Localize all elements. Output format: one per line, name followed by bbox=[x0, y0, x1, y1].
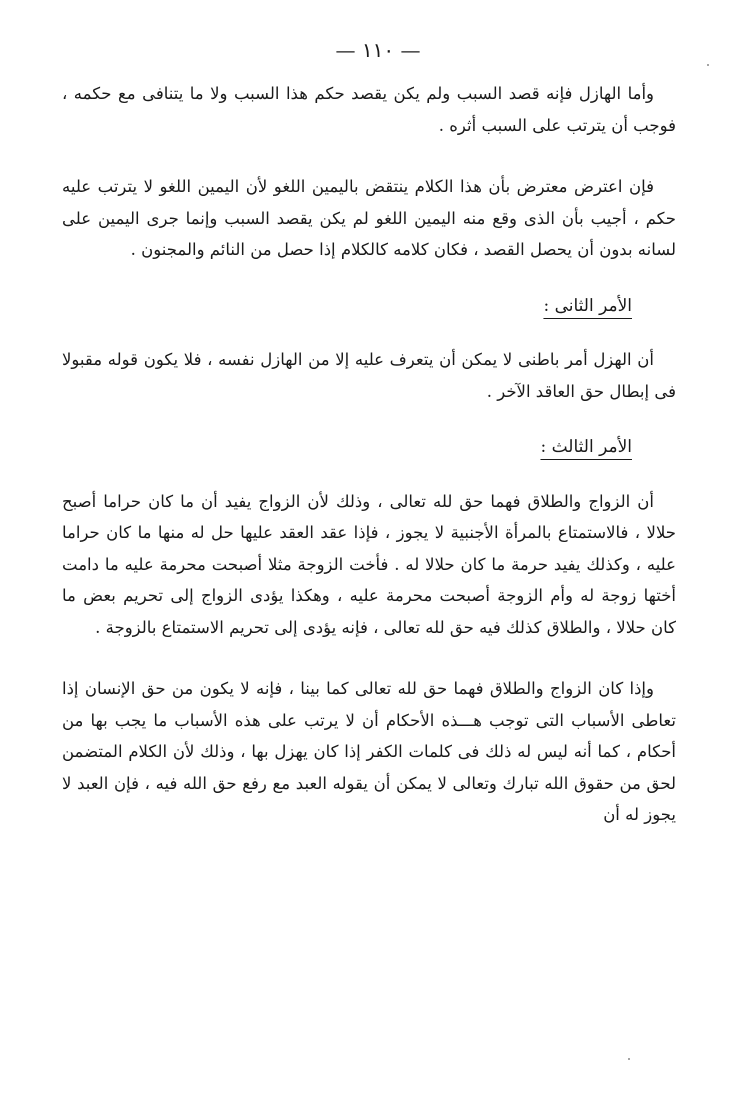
paragraph-marriage-divorce-right-of-god: أن الزواج والطلاق فهما حق لله تعالى ، وذلك لأن الزواج يفيد أن ما كان حراما أصبح حلالا ، فالاستمتاع بالمرأة الأجنبية لا يجوز ، فإذا عقد العقد عليها حل له منها ما كان حراما عليه ، وكذلك يفيد حرمة ما كان حلالا له . فأخت الزوجة مثلا أصبحت محرمة عليه ما دامت أختها زوجة له وأم الزوجة أصبحت محرمة عليه ، وهكذا يؤدى الزواج إلى تحريم بعض ما كان حلالا ، والطلاق كذلك فيه حق لله تعالى ، فإنه يؤدى إلى تحريم الاستمتاع بالزوجة . bbox=[62, 491, 676, 637]
spacer bbox=[62, 643, 676, 673]
paragraph-human-no-right: وإذا كان الزواج والطلاق فهما حق لله تعالى كما بينا ، فإنه لا يكون من حق الإنسان إذا تعاطى الأسباب التى توجب هـــذه الأحكام أن لا يرتب على هذه الأسباب ما يجب بها من أحكام ، كما أنه ليس له ذلك فى كلمات الكفر إذا كان يهزل بها ، وذلك لأن الكلام المتضمن لحق من حقوق الله تبارك وتعالى لا يمكن أن يقوله العبد مع رفع حق الله فيه ، فإن العبد لا يجوز له أن bbox=[62, 679, 676, 824]
scan-speck bbox=[628, 1058, 630, 1060]
spacer bbox=[62, 407, 676, 431]
paragraph-jester-intent: وأما الهازل فإنه قصد السبب ولم يكن يقصد حكم هذا السبب ولا ما يتنافى مع حكمه ، فوجب أن يترتب على السبب أثره . bbox=[62, 84, 676, 135]
scan-speck bbox=[707, 64, 709, 66]
heading-wrap-third bbox=[62, 431, 676, 464]
paragraph-vain-oath-objection: فإن اعترض معترض بأن هذا الكلام ينتقض باليمين اللغو لأن اليمين اللغو لا يترتب عليه حكم ، أجيب بأن الذى وقع منه اليمين اللغو لم يكن يقصد السبب وإنما جرى اليمين على لسانه بدون أن يحصل القصد ، فكان كلامه كالكلام إذا حصل من النائم والمجنون . bbox=[62, 177, 676, 259]
section-heading-second-matter: الأمر الثانى : bbox=[543, 295, 632, 316]
heading-wrap-second bbox=[62, 290, 676, 323]
page-body bbox=[62, 78, 676, 831]
paragraph-jest-hidden: أن الهزل أمر باطنى لا يمكن أن يتعرف عليه إلا من الهازل نفسه ، فلا يكون قوله مقبولا فى إبطال حق العاقد الآخر . bbox=[62, 350, 676, 401]
page-number: — ١١٠ — bbox=[335, 38, 421, 62]
spacer bbox=[62, 266, 676, 290]
section-heading-third-matter: الأمر الثالث : bbox=[540, 437, 632, 457]
spacer bbox=[62, 141, 676, 171]
